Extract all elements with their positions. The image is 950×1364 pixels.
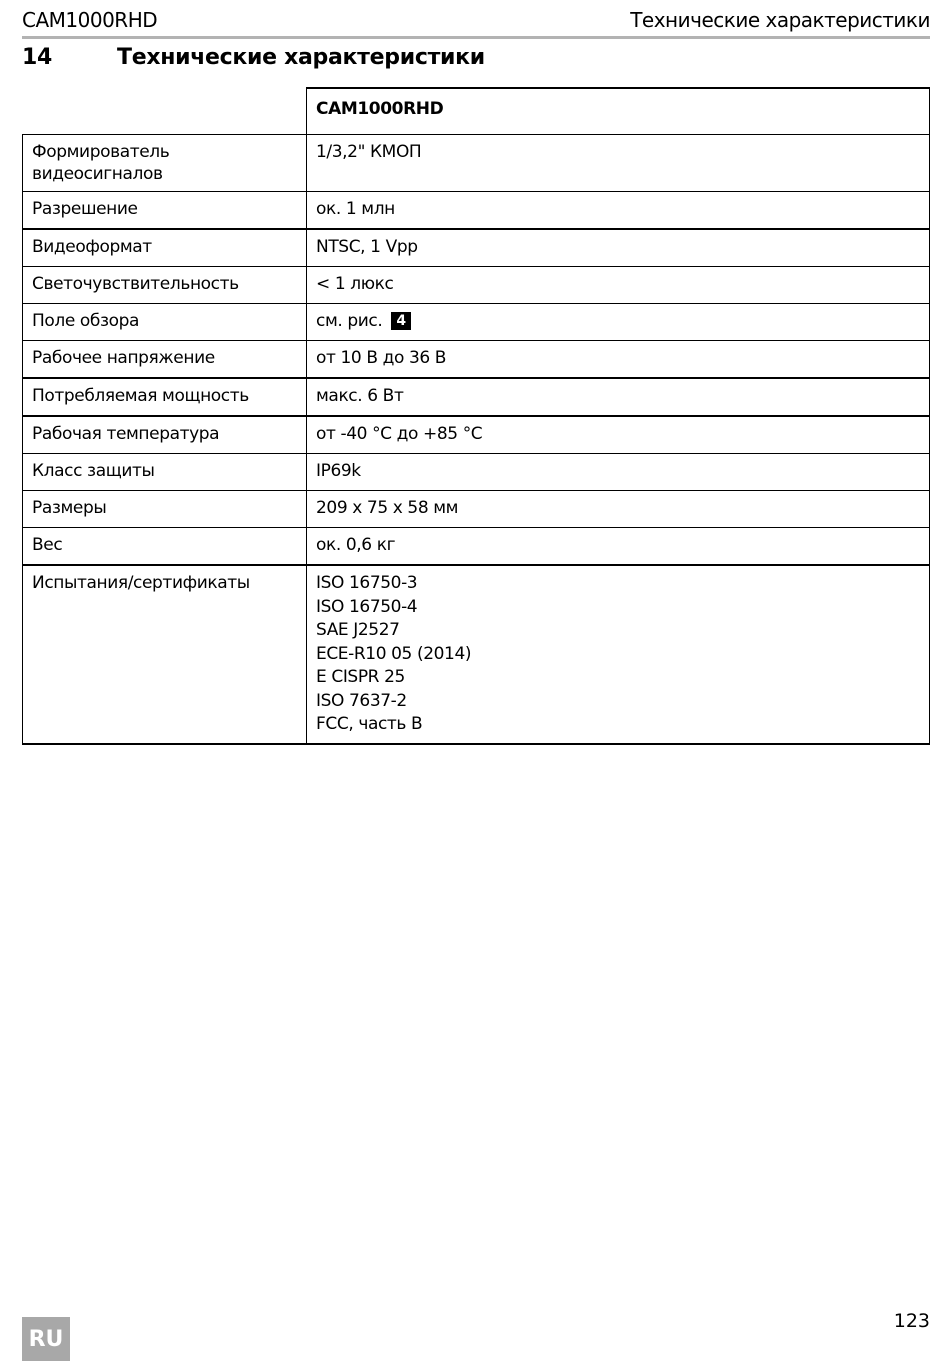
spec-label: Рабочая температура	[23, 416, 307, 454]
section-title: Технические характеристики	[117, 45, 485, 70]
spec-value: 209 x 75 x 58 мм	[307, 491, 930, 528]
spec-label: Формирователь видеосигналов	[23, 135, 307, 192]
spec-label: Разрешение	[23, 192, 307, 230]
spec-value: ок. 1 млн	[307, 192, 930, 230]
table-header-row	[23, 88, 930, 135]
spec-label: Размеры	[23, 491, 307, 528]
section-heading	[22, 42, 485, 74]
certificate-item: E CISPR 25	[316, 667, 405, 687]
spec-value-text: см. рис.	[316, 311, 383, 331]
spec-value	[307, 304, 930, 341]
language-badge: RU	[22, 1317, 70, 1361]
certificate-item: ISO 16750-3	[316, 573, 418, 593]
column-header: CAM1000RHD	[307, 88, 930, 135]
spec-value: от -40 °C до +85 °C	[307, 416, 930, 454]
spec-value: макс. 6 Вт	[307, 378, 930, 416]
spec-value: ок. 0,6 кг	[307, 528, 930, 566]
certificate-item: ECE-R10 05 (2014)	[316, 643, 472, 664]
spec-value: IP69k	[307, 454, 930, 491]
spec-value: от 10 В до 36 В	[307, 341, 930, 379]
spec-label: Потребляемая мощность	[23, 378, 307, 416]
certificate-item: ISO 7637-2	[316, 690, 407, 711]
table-row	[23, 416, 930, 454]
spec-value-list	[307, 565, 930, 744]
table-row	[23, 528, 930, 566]
spec-value: 1/3,2" КМОП	[307, 135, 930, 192]
table-corner-cell	[23, 88, 307, 135]
table-row	[23, 565, 930, 744]
certificate-item: SAE J2527	[316, 620, 400, 640]
table-row	[23, 304, 930, 341]
certificate-item: FCC, часть B	[316, 714, 423, 734]
table-row	[23, 454, 930, 491]
table-row	[23, 229, 930, 267]
spec-label: Светочувствительность	[23, 267, 307, 304]
figure-reference: 4	[391, 312, 411, 330]
page-number: 123	[893, 1310, 930, 1332]
spec-label: Рабочее напряжение	[23, 341, 307, 379]
section-number: 14	[22, 45, 53, 70]
table-row	[23, 378, 930, 416]
spec-label: Класс защиты	[23, 454, 307, 491]
spec-value: NTSC, 1 Vpp	[307, 229, 930, 267]
spec-label: Испытания/сертификаты	[23, 565, 307, 744]
table-row	[23, 491, 930, 528]
spec-label: Видеоформат	[23, 229, 307, 267]
header-model: CAM1000RHD	[22, 8, 158, 32]
table-row	[23, 267, 930, 304]
spec-label: Вес	[23, 528, 307, 566]
running-header	[22, 6, 930, 39]
certificate-item: ISO 16750-4	[316, 596, 418, 617]
table-row	[23, 135, 930, 192]
header-chapter-title: Технические характеристики	[630, 8, 930, 32]
specs-table	[22, 87, 930, 745]
spec-label: Поле обзора	[23, 304, 307, 341]
spec-value: < 1 люкс	[307, 267, 930, 304]
table-row	[23, 192, 930, 230]
table-row	[23, 341, 930, 379]
